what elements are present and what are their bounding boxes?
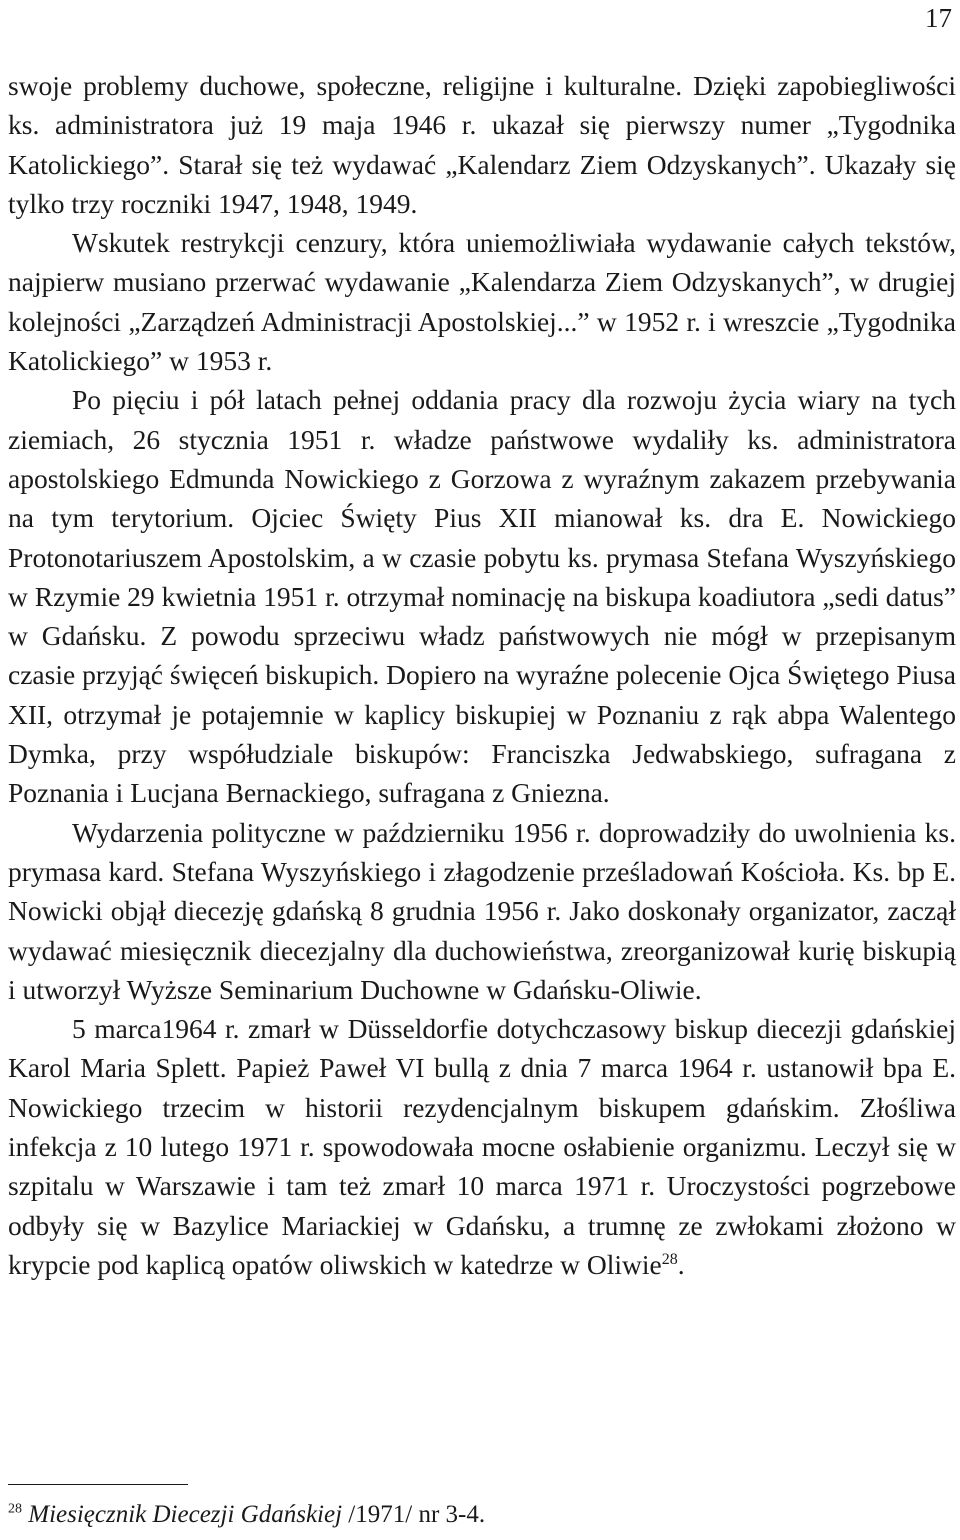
- paragraph: [8, 1009, 956, 1284]
- paragraph-end-punctuation: .: [677, 1248, 685, 1280]
- footnote-number: 28: [8, 1501, 22, 1517]
- body-text: [8, 66, 956, 1284]
- paragraph: Wydarzenia polityczne w październiku 1956 r. doprowadziły do uwolnienia ks. prymasa kard. Stefana Wyszyńskiego i złagodzenie prześladowań Kościoła. Ks. bp E. Nowicki objął diecezję gdańską 8 grudnia 1956 r. Jako doskonały organizator, zaczął wydawać miesięcznik diecezjalny dla duchowieństwa, zreorganizował kurię biskupią i utworzył Wyższe Seminarium Duchowne w Gdańsku-Oliwie.: [8, 816, 956, 1005]
- paragraph: swoje problemy duchowe, społeczne, religijne i kulturalne. Dzięki zapobiegliwości ks. administratora już 19 maja 1946 r. ukazał się pierwszy numer „Tygodnika Katolickiego”. Starał się też wydawać „Kalendarz Ziem Odzyskanych”. Ukazały się tylko trzy roczniki 1947, 1948, 1949.: [8, 70, 956, 219]
- paragraph-text: 5 marca1964 r. zmarł w Düsseldorfie dotychczasowy biskup diecezji gdańskiej Karol Maria Splett. Papież Paweł VI bullą z dnia 7 marca 1964 r. ustanowił bpa E. Nowickiego trzecim w historii rezydencjalnym biskupem gdańskim. Złośliwa infekcja z 10 lutego 1971 r. spowodowała mocne osłabienie organizmu. Leczył się w szpitalu w Warszawie i tam też zmarł 10 marca 1971 r. Uroczystości pogrzebowe odbyły się w Bazylice Mariackiej w Gdańsku, a trumnę ze zwłokami złożono w krypcie pod kaplicą opatów oliwskich w katedrze w Oliwie: [8, 1013, 956, 1280]
- footnote-reference: 28: [661, 1250, 678, 1268]
- paragraph: Wskutek restrykcji cenzury, która uniemożliwiała wydawanie całych tekstów, najpierw musiano przerwać wydawanie „Kalendarza Ziem Odzyskanych”, w drugiej kolejności „Zarządzeń Administracji Apostolskiej...” w 1952 r. i wreszcie „Tygodnika Katolickiego” w 1953 r.: [8, 227, 956, 377]
- footnote-separator: [8, 1484, 188, 1485]
- footnote: [8, 1498, 485, 1532]
- footnote-title: Miesięcznik Diecezji Gdańskiej: [28, 1501, 343, 1528]
- paragraph: Po pięciu i pół latach pełnej oddania pracy dla rozwoju życia wiary na tych ziemiach, 26 stycznia 1951 r. władze państwowe wydaliły ks. administratora apostolskiego Edmunda Nowickiego z Gorzowa z wyraźnym zakazem przebywania na tym terytorium. Ojciec Święty Pius XII mianował ks. dra E. Nowickiego Protonotariuszem Apostolskim, a w czasie pobytu ks. prymasa Stefana Wyszyńskiego w Rzymie 29 kwietnia 1951 r. otrzymał nominację na biskupa koadiutora „sedi datus” w Gdańsku. Z powodu sprzeciwu władz państwowych nie mógł w przepisanym czasie przyjąć święceń biskupich. Dopiero na wyraźne polecenie Ojca Świętego Piusa XII, otrzymał je potajemnie w kaplicy biskupiej w Poznaniu z rąk abpa Walentego Dymka, przy współudziale biskupów: Franciszka Jedwabskiego, sufragana z Poznania i Lucjana Bernackiego, sufragana z Gniezna.: [8, 384, 956, 809]
- page-number: 17: [925, 3, 952, 33]
- footnote-text: /1971/ nr 3-4.: [342, 1501, 486, 1528]
